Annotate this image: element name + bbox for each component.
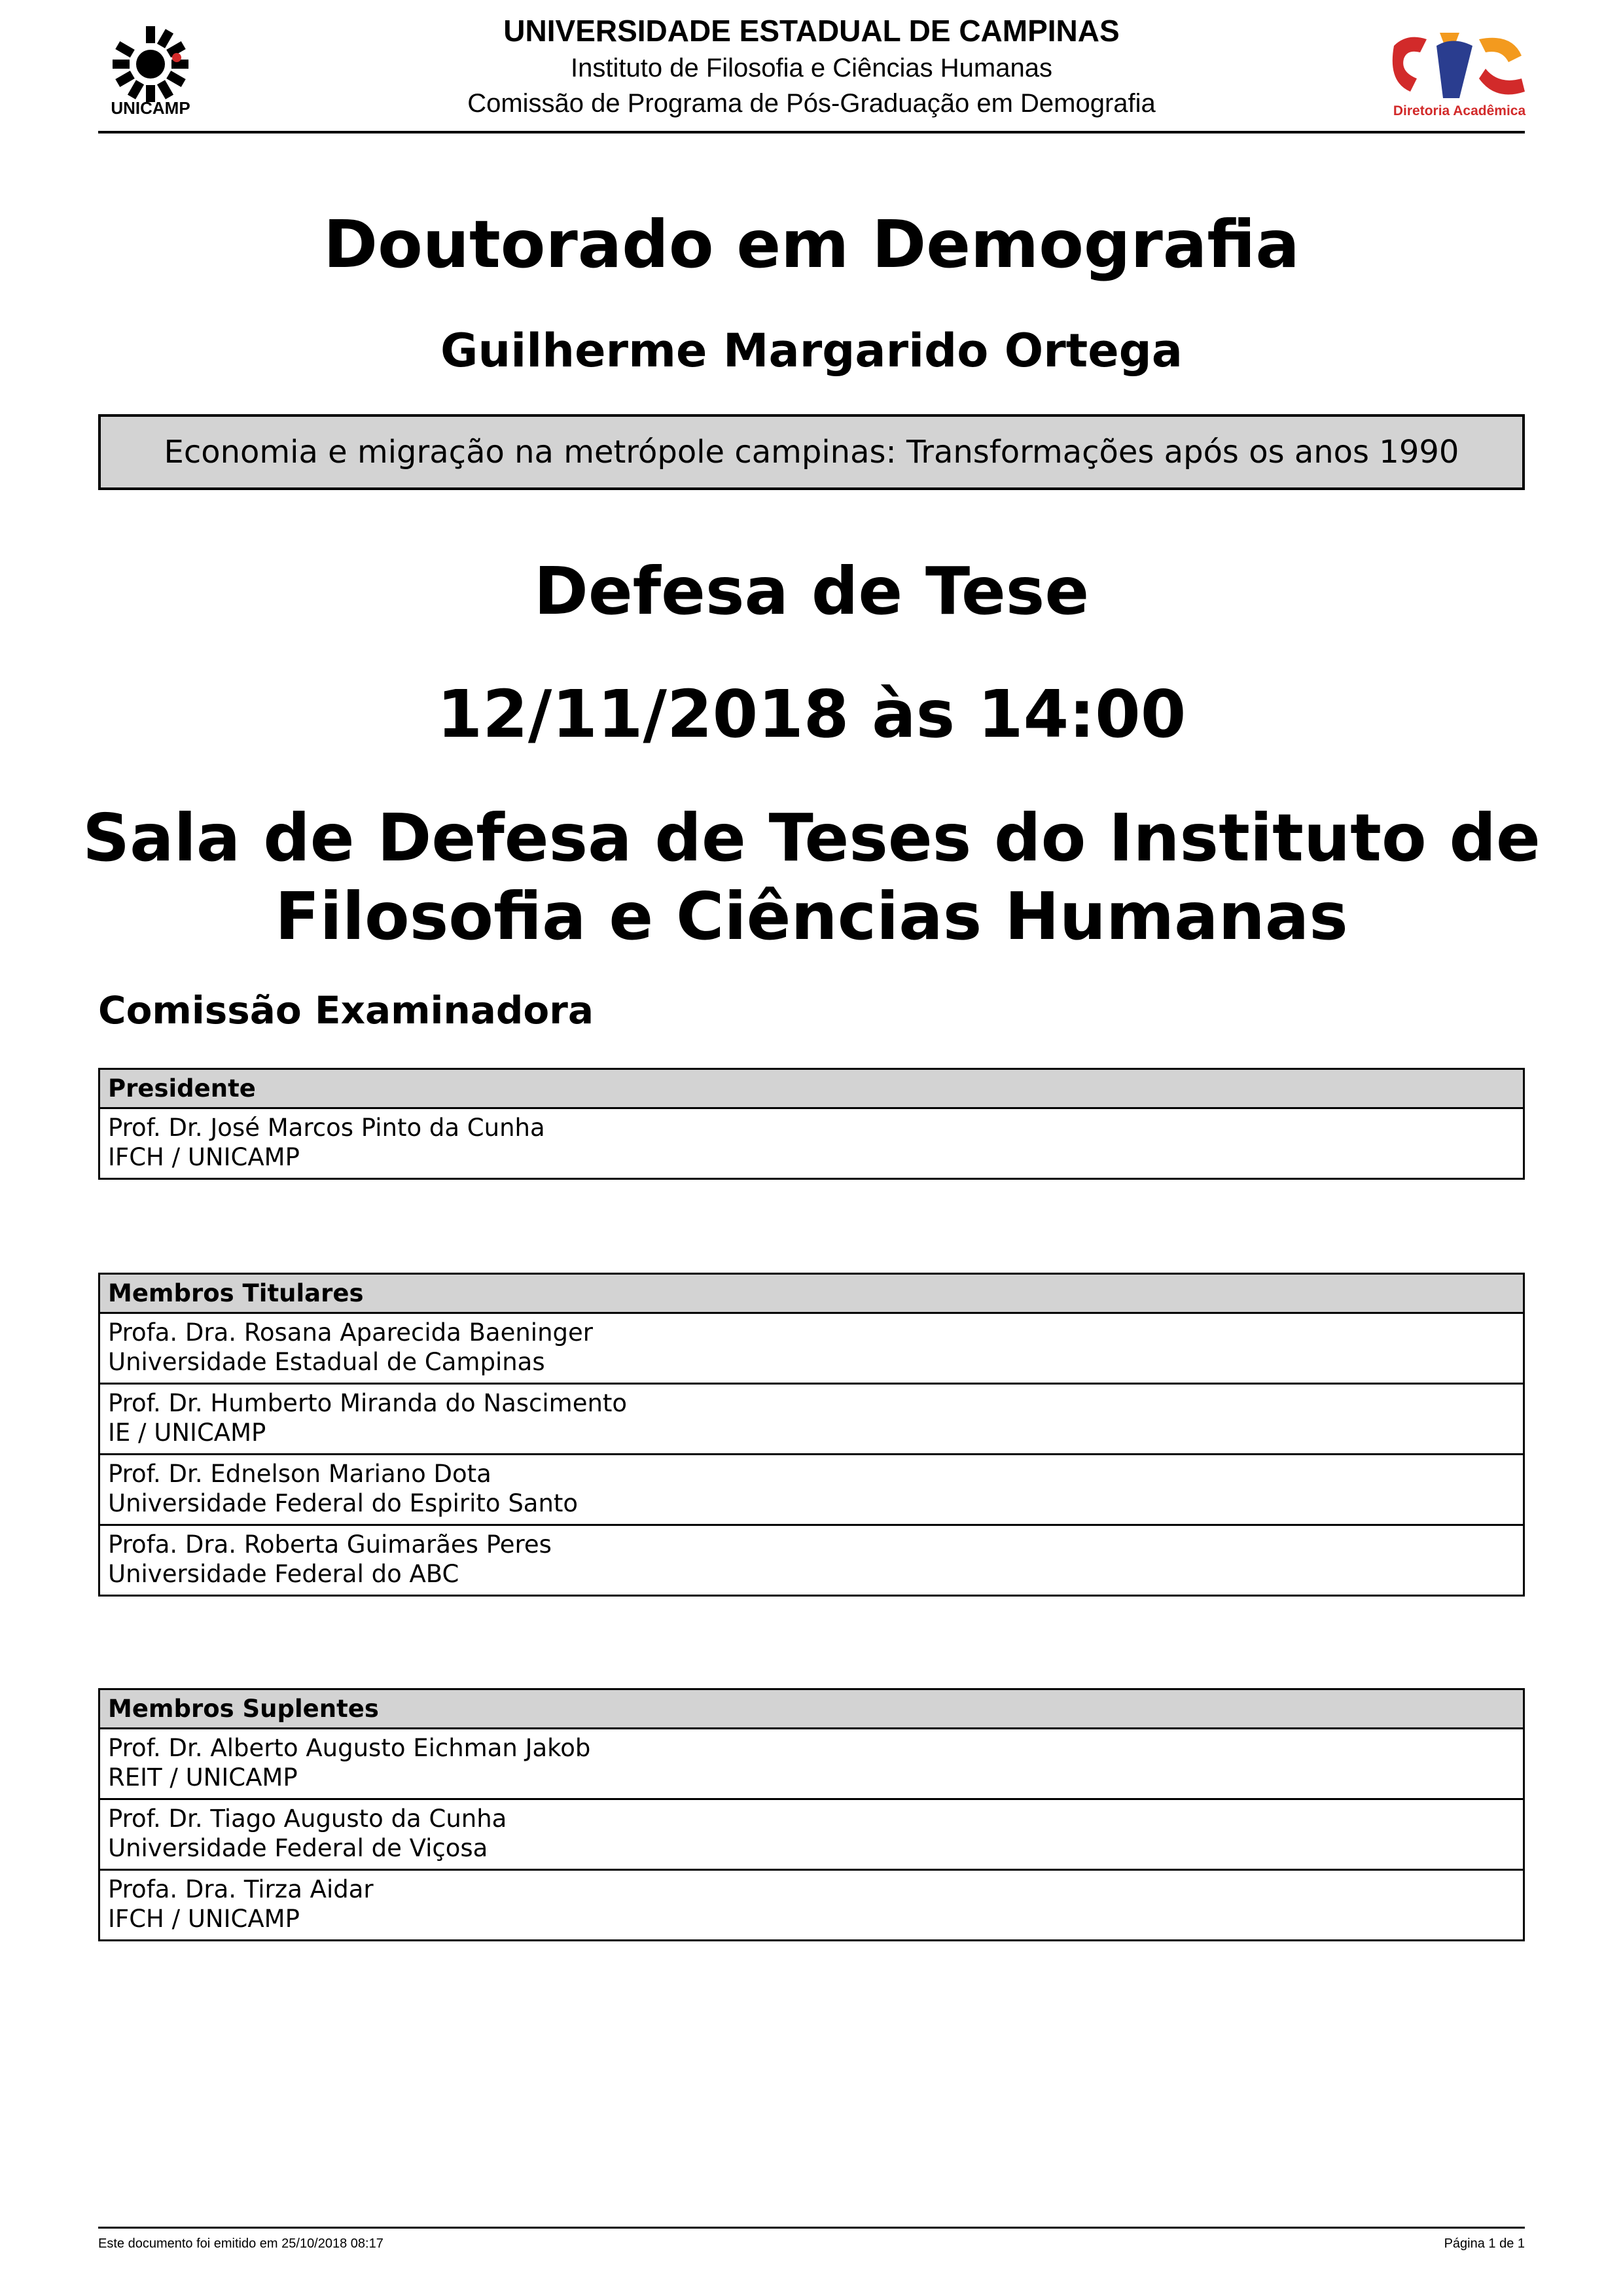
thesis-title: Economia e migração na metrópole campinas: Transformações após os anos 1990 [164, 434, 1459, 470]
header-divider [98, 131, 1525, 133]
thesis-title-box [98, 414, 1525, 490]
event-datetime: 12/11/2018 às 14:00 [437, 676, 1186, 752]
committee-heading: Comissão Examinadora [98, 988, 594, 1033]
table-header: Presidente [99, 1069, 1524, 1108]
table-header: Membros Titulares [99, 1274, 1524, 1313]
commission-name: Comissão de Programa de Pós-Graduação em Demografia [467, 89, 1156, 118]
table-row [99, 1525, 1524, 1596]
member-affiliation: IE / UNICAMP [108, 1419, 266, 1447]
member-affiliation: IFCH / UNICAMP [108, 1905, 300, 1933]
page-number: Página 1 de 1 [1444, 2236, 1525, 2251]
unicamp-logo-text: UNICAMP [111, 98, 190, 118]
event-title: Defesa de Tese [533, 553, 1090, 629]
member-name: Prof. Dr. Alberto Augusto Eichman Jakob [108, 1734, 591, 1762]
table-row [99, 1455, 1524, 1525]
member-name: Profa. Dra. Roberta Guimarães Peres [108, 1530, 552, 1559]
suplentes-table [98, 1688, 1525, 1941]
table-row [99, 1799, 1524, 1870]
table-row [99, 1108, 1524, 1179]
member-name: Prof. Dr. Ednelson Mariano Dota [108, 1460, 491, 1488]
member-name: Profa. Dra. Rosana Aparecida Baeninger [108, 1318, 593, 1347]
program-title: Doutorado em Demografia [323, 206, 1300, 283]
member-affiliation: Universidade Federal do ABC [108, 1560, 459, 1588]
university-name: UNIVERSIDADE ESTADUAL DE CAMPINAS [503, 14, 1120, 48]
member-name: Prof. Dr. Humberto Miranda do Nascimento [108, 1389, 628, 1417]
issue-date: Este documento foi emitido em 25/10/2018 08:17 [98, 2236, 383, 2251]
titulares-table [98, 1273, 1525, 1597]
institute-name: Instituto de Filosofia e Ciências Humanas [571, 54, 1052, 82]
footer-divider [98, 2227, 1525, 2229]
table-header: Membros Suplentes [99, 1689, 1524, 1729]
member-affiliation: Universidade Federal de Viçosa [108, 1834, 488, 1862]
presidente-table [98, 1068, 1525, 1180]
member-name: Profa. Dra. Tirza Aidar [108, 1875, 374, 1903]
table-row [99, 1729, 1524, 1799]
table-row [99, 1870, 1524, 1941]
member-affiliation: Universidade Estadual de Campinas [108, 1348, 545, 1376]
location-line-1: Sala de Defesa de Teses do Instituto de [82, 800, 1541, 876]
location-line-2: Filosofia e Ciências Humanas [275, 878, 1348, 955]
member-affiliation: REIT / UNICAMP [108, 1763, 298, 1792]
table-row [99, 1384, 1524, 1455]
diretoria-academica-logo-text: Diretoria Acadêmica [1393, 103, 1526, 118]
student-name: Guilherme Margarido Ortega [440, 324, 1183, 378]
member-affiliation: Universidade Federal do Espirito Santo [108, 1489, 579, 1517]
member-name: Prof. Dr. José Marcos Pinto da Cunha [108, 1114, 545, 1142]
member-name: Prof. Dr. Tiago Augusto da Cunha [108, 1805, 507, 1833]
member-affiliation: IFCH / UNICAMP [108, 1143, 300, 1171]
table-row [99, 1313, 1524, 1384]
